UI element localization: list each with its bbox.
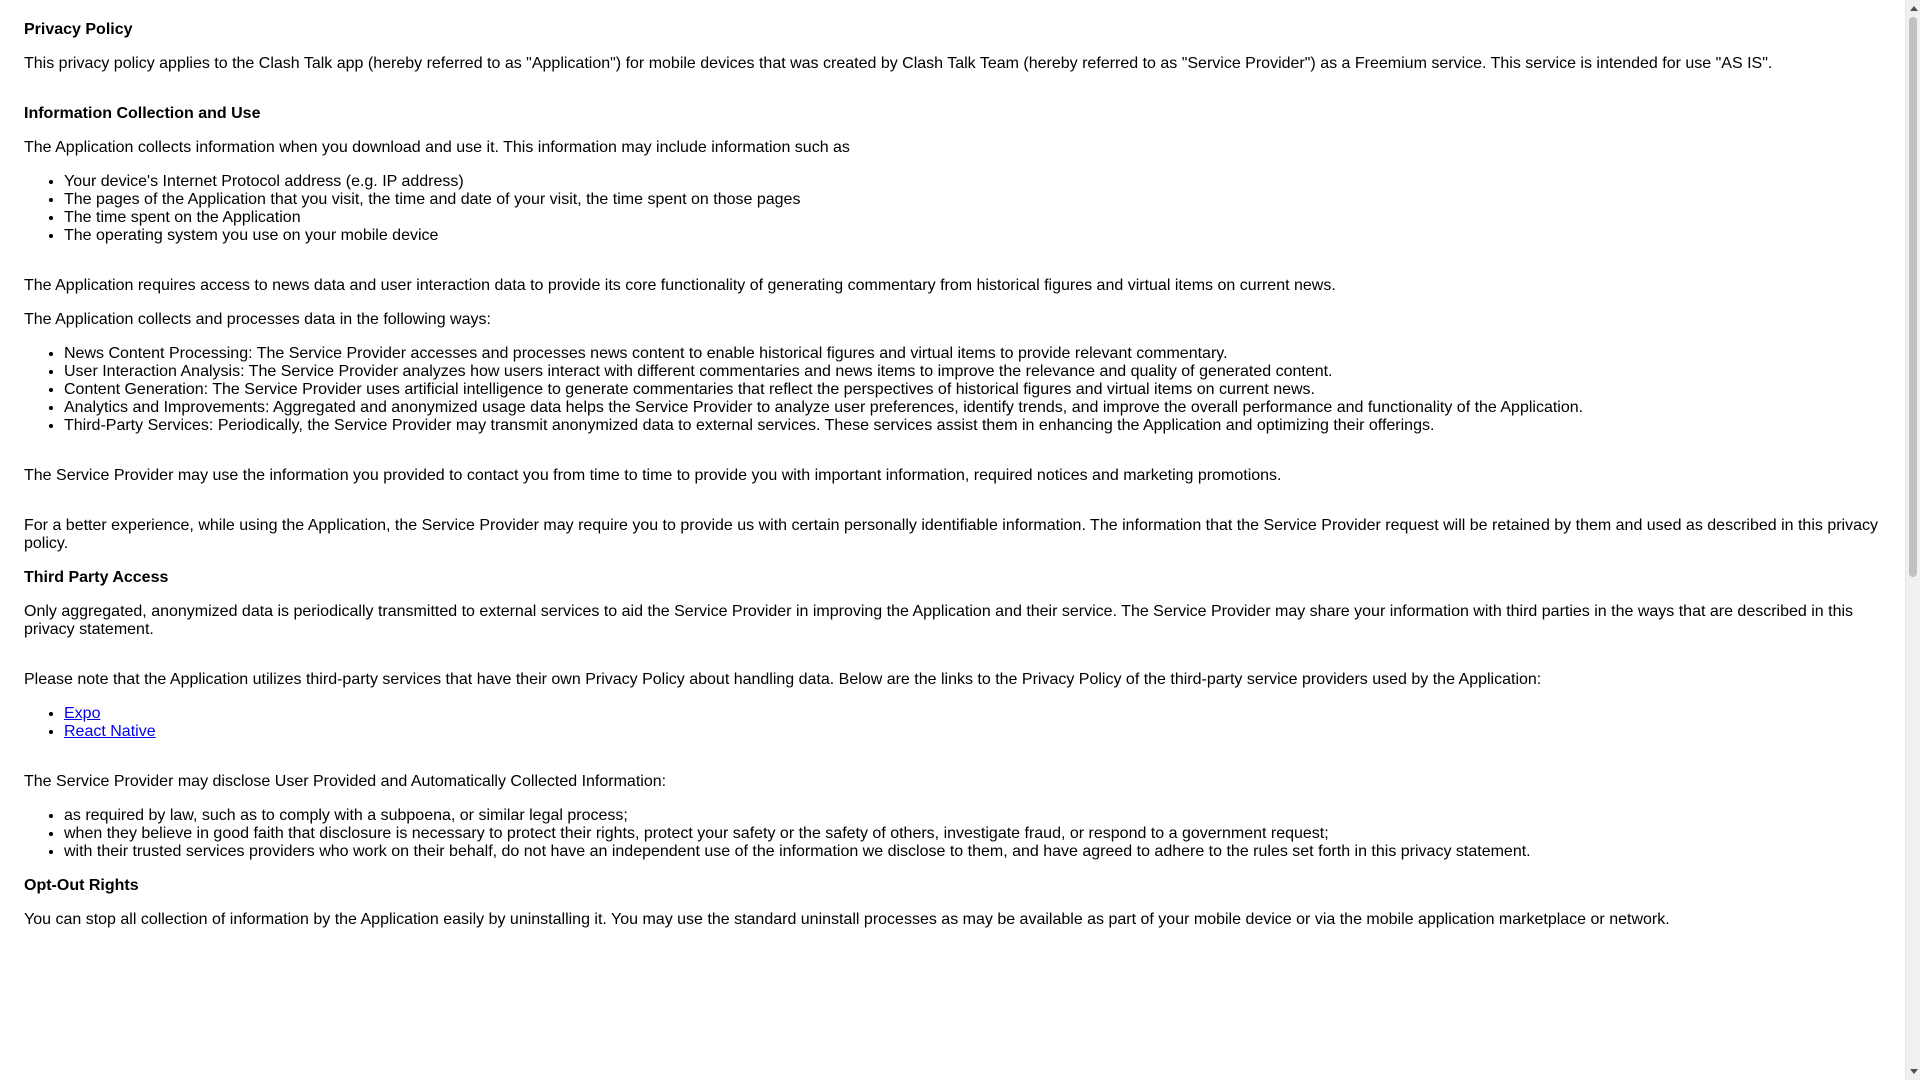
spacer [24,89,1881,105]
list-item: • Third-Party Services: Periodically, the Service Provider may transmit anonymized data to external services. These services assist them in enhancing the Application and optimizing their offerings. [64,417,1881,435]
page-title: Privacy Policy [24,21,133,38]
third-party-paragraph-3: The Service Provider may disclose User Provided and Automatically Collected Information: [24,773,667,790]
list-item [64,723,1881,741]
section-heading-third-party: Third Party Access [24,569,169,586]
list-item: • with their trusted services providers who work on their behalf, do not have an independent use of the information we disclose to them, and have agreed to adhere to the rules set forth in this privacy statement. [64,843,1881,861]
spacer [24,451,1881,467]
scroll-down-arrow-icon[interactable] [1906,1063,1920,1080]
opt-out-paragraph: You can stop all collection of information by the Application easily by uninstalling it. You may use the standard uninstall processes as may be available as part of your mobile device or via the mobile application marketplace or network. [24,911,1670,928]
spacer [24,757,1881,773]
vertical-scrollbar[interactable] [1905,0,1920,1080]
third-party-links-list [24,705,1881,741]
spacer [24,261,1881,277]
list-item: • Content Generation: The Service Provider uses artificial intelligence to generate commentaries that reflect the perspectives of historical figures and virtual items on current news. [64,381,1881,399]
collection-list-2 [24,345,1881,435]
spacer [24,501,1881,517]
collection-paragraph-4: The Service Provider may use the information you provided to contact you from time to time to provide you with important information, required notices and marketing promotions. [24,467,1282,484]
list-item: • The operating system you use on your mobile device [64,227,1881,245]
section-heading-opt-out: Opt-Out Rights [24,877,139,894]
list-item: • News Content Processing: The Service Provider accesses and processes news content to enable historical figures and virtual items to provide relevant commentary. [64,345,1881,363]
collection-paragraph-5: For a better experience, while using the Application, the Service Provider may require you to provide us with certain personally identifiable information. The information that the Service Provider request will be retained by them and used as described in this privacy policy. [24,517,1879,552]
react-native-link[interactable]: React Native [64,723,156,740]
list-item: • The pages of the Application that you visit, the time and date of your visit, the time spent on those pages [64,191,1881,209]
expo-link[interactable]: Expo [64,705,101,722]
list-item: • Analytics and Improvements: Aggregated and anonymized usage data helps the Service Provider to analyze user preferences, identify trends, and improve the overall performance and functionality of the Application. [64,399,1881,417]
collection-paragraph-3: The Application collects and processes data in the following ways: [24,311,491,328]
collection-paragraph-1: The Application collects information when you download and use it. This information may include information such as [24,139,850,156]
scroll-up-arrow-icon[interactable] [1906,0,1920,17]
intro-paragraph: This privacy policy applies to the Clash Talk app (hereby referred to as "Application") for mobile devices that was created by Clash Talk Team (hereby referred to as "Service Provider") as a Freemium service. This service is intended for use "AS IS". [24,55,1773,72]
spacer [24,655,1881,671]
scrollbar-thumb[interactable] [1909,17,1917,577]
third-party-paragraph-2: Please note that the Application utilizes third-party services that have their own Privacy Policy about handling data. Below are the links to the Privacy Policy of the third-party service providers used by the Application: [24,671,1542,688]
list-item [64,705,1881,723]
disclosure-list [24,807,1881,861]
list-item: • User Interaction Analysis: The Service Provider analyzes how users interact with different commentaries and news items to improve the relevance and quality of generated content. [64,363,1881,381]
list-item: • Your device's Internet Protocol address (e.g. IP address) [64,173,1881,191]
list-item: • as required by law, such as to comply with a subpoena, or similar legal process; [64,807,1881,825]
list-item: • when they believe in good faith that disclosure is necessary to protect their rights, protect your safety or the safety of others, investigate fraud, or respond to a government request; [64,825,1881,843]
third-party-paragraph-1: Only aggregated, anonymized data is periodically transmitted to external services to aid the Service Provider in improving the Application and their service. The Service Provider may share your information with third parties in the ways that are described in this privacy statement. [24,603,1854,638]
section-heading-collection: Information Collection and Use [24,105,261,122]
list-item: • The time spent on the Application [64,209,1881,227]
collection-paragraph-2: The Application requires access to news data and user interaction data to provide its core functionality of generating commentary from historical figures and virtual items on current news. [24,277,1336,294]
collection-list-1 [24,173,1881,245]
